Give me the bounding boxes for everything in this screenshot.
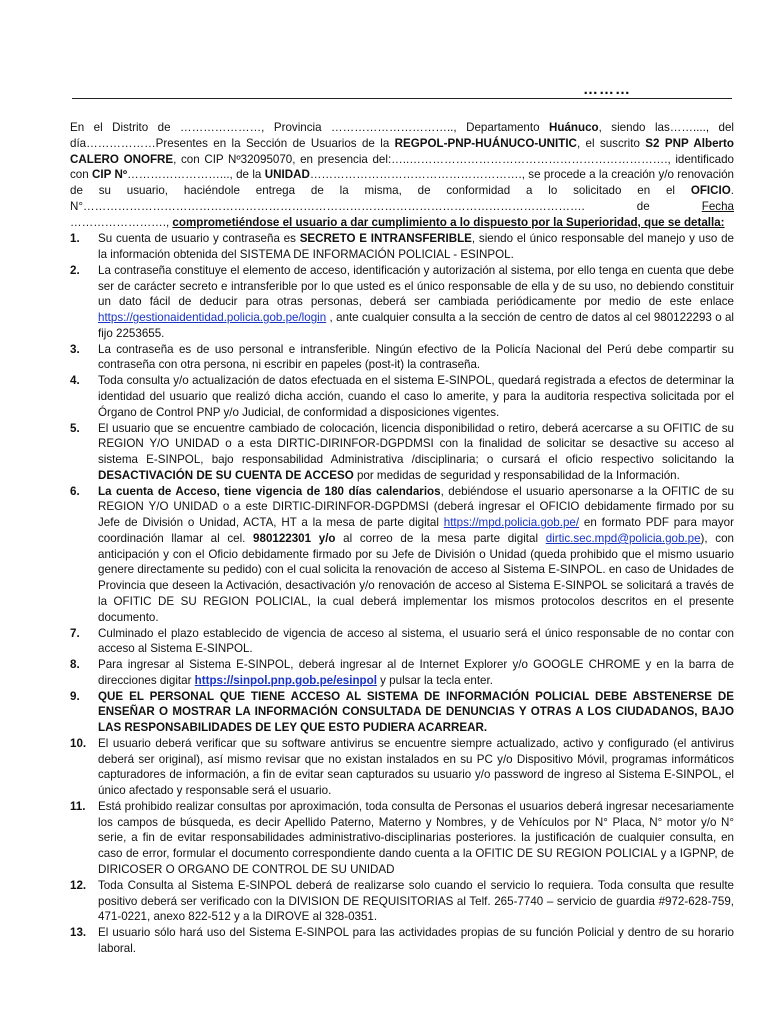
clause-text: La contraseña constituye el elemento de acceso, identificación y autorización al sistema, por ello tenga en cuenta que debe ser de carácter secreto e intransferible por lo que usted es el único responsable de ella y de su uso, no debiendo constituir un dato fácil de deducir para otras personas, deberá ser cambiada periódicamente por medio de este enlace bbox=[98, 263, 734, 309]
intro-text: ……………………..., de la bbox=[127, 168, 265, 182]
clause-emphasis: 980122301 y/o bbox=[253, 531, 336, 545]
clause-text: al correo de la mesa parte digital bbox=[335, 531, 546, 545]
clause-7 bbox=[70, 626, 734, 658]
clause-9 bbox=[70, 689, 734, 736]
oficio-label: OFICIO bbox=[690, 184, 731, 198]
clause-number: 13. bbox=[70, 926, 87, 940]
clause-text: Está prohibido realizar consultas por aproximación, toda consulta de Personas el usuarios deberá ingresar necesariamente los campos de búsqueda, es decir Apellido Paterno, Materno y Nombres, y de Vehículos por N° Placa, N° motor y/o N° serie, a fin de evitar responsabilidades administrativo-disciplinarias posteriores. la justificación de cualquier consulta, en caso de error, formular el documento correspondiente dando cuenta a la OFITIC DE SU REGION POLICIAL y a IGPNP, de DIRICOSER O ORGANO DE CONTROL DE SU UNIDAD bbox=[98, 799, 734, 876]
clause-number: 7. bbox=[70, 626, 80, 640]
clause-1 bbox=[70, 231, 734, 263]
clause-6 bbox=[70, 484, 734, 626]
clause-emphasis: SECRETO E INTRANSFERIBLE bbox=[299, 232, 472, 246]
intro-text: En el Distrito de …………………, Provincia ………………………….., Departamento bbox=[70, 121, 550, 134]
mesa-partes-link[interactable]: https://mpd.policia.gob.pe/ bbox=[443, 516, 580, 530]
clause-3 bbox=[70, 342, 734, 374]
email-link[interactable]: dirtic.sec.mpd@policia.gob.pe bbox=[545, 531, 701, 545]
department-name: Huánuco bbox=[549, 121, 599, 134]
intro-text: , el suscrito bbox=[576, 136, 646, 150]
clause-text: por medidas de seguridad y responsabilidad de la Información. bbox=[353, 468, 680, 482]
clause-number: 1. bbox=[70, 232, 80, 246]
clause-text: El usuario que se encuentre cambiado de colocación, licencia disponibilidad o retiro, deberá acercarse a su OFITIC de su REGION Y/O UNIDAD o a esta DIRTIC-DIRINFOR-DGPDMSI con la finalidad de solicitar se desactive su acceso al sistema E-SINPOL, bajo responsabilidad Administrativa /disciplinaria; o cursará el oficio respectivo solicitando la bbox=[98, 421, 734, 467]
fecha-label: Fecha bbox=[701, 199, 734, 213]
clause-8 bbox=[70, 657, 734, 689]
clause-number: 8. bbox=[70, 658, 80, 672]
clause-emphasis: QUE EL PERSONAL QUE TIENE ACCESO AL SISTEMA DE INFORMACIÓN POLICIAL DEBE ABSTENERSE DE ENSEÑAR O MOSTRAR LA INFORMACIÓN CONSULTADA DE DENUNCIAS Y OTRAS A LOS CIUDADANOS, BAJO LAS RESPONSABILIDADES DE LEY QUE ESTO PUDIERA ACARREAR. bbox=[98, 689, 734, 735]
document-body bbox=[70, 120, 734, 957]
clause-2 bbox=[70, 263, 734, 342]
clause-number: 10. bbox=[70, 736, 87, 750]
clause-text: Toda consulta y/o actualización de datos efectuada en el sistema E-SINPOL, quedará registrada a efectos de determinar la identidad del usuario que realizó dicha acción, cuando el caso lo amerite, y para la auditoria respectiva solicitada por el Órgano de Control PNP y/o Judicial, de conformidad a disposiciones vigentes. bbox=[98, 374, 734, 419]
clause-text: , debiéndose el usuario apersonarse a la OFITIC de su REGION Y/O UNIDAD o a este DIRTIC-DIRINFOR-DGPDMSI (deberá ingresar el OFICIO debidamente firmado por su Jefe de División o Unidad, ACTA, HT a la mesa de parte digital bbox=[98, 484, 734, 530]
password-change-link[interactable]: https://gestionaidentidad.policia.gob.pe/login bbox=[98, 311, 327, 325]
commitment-statement: comprometiéndose el usuario a dar cumplimiento a lo dispuesto por la Superioridad, que se detalla: bbox=[172, 215, 725, 229]
clause-text: en formato PDF para mayor coordinación llamar al cel. bbox=[98, 516, 734, 545]
clause-emphasis: La cuenta de Acceso, tiene vigencia de 180 días calendarios bbox=[98, 484, 441, 498]
clause-text: , ante cualquier consulta a la sección de centro de datos al cel 980122293 o al fijo 2253655. bbox=[98, 311, 734, 340]
intro-text: . N°…………………………………………………………………………………………………………………. de bbox=[70, 184, 734, 213]
clause-number: 5. bbox=[70, 421, 80, 435]
clause-13 bbox=[70, 925, 734, 957]
clause-text: Toda Consulta al Sistema E-SINPOL deberá de realizarse solo cuando el servicio lo requiera. Toda consulta que resulte positivo deberá ser verificado con la DIVISION DE REQUISITORIAS al Telf. 265-7740 – servicio de guardia #972-628-759, 471-0221, anexo 822-512 y a la DIROVE al 328-0351. bbox=[98, 878, 734, 924]
clause-11 bbox=[70, 799, 734, 878]
intro-text: , siendo las……...., del día………………Presentes en la Sección de Usuarios de la bbox=[70, 121, 734, 150]
clause-4 bbox=[70, 373, 734, 420]
clause-text: , siendo el único responsable del manejo y uso de la información obtenida del SISTEMA DE INFORMACIÓN POLICIAL - ESINPOL. bbox=[98, 232, 734, 262]
esinpol-link[interactable]: https://sinpol.pnp.gob.pe/esinpol bbox=[194, 673, 377, 687]
clause-number: 11. bbox=[70, 799, 86, 813]
clause-number: 3. bbox=[70, 342, 80, 356]
intro-text: ………………………………………………., se procede a la creación y/o renovación de su usuario, haciéndole entrega de la misma, de conformidad a lo solicitado en el bbox=[70, 168, 735, 198]
clause-10 bbox=[70, 736, 734, 799]
intro-text: , con CIP Nº32095070, en presencia del:…..…………………………………………………………., identificado con bbox=[70, 152, 734, 182]
clause-number: 12. bbox=[70, 878, 87, 892]
clause-text: El usuario sólo hará uso del Sistema E-SINPOL para las actividades propias de su función Policial y dentro de su horario laboral. bbox=[98, 926, 734, 955]
clause-text: Su cuenta de usuario y contraseña es bbox=[98, 232, 300, 246]
clause-text: Culminado el plazo establecido de vigencia de acceso al sistema, el usuario será el único responsable de no contar con acceso al Sistema E-SINPOL. bbox=[98, 626, 734, 656]
unit-name: REGPOL-PNP-HUÁNUCO-UNITIC bbox=[394, 136, 577, 150]
unidad-label: UNIDAD bbox=[264, 168, 310, 182]
clause-text: El usuario deberá verificar que su software antivirus se encuentre siempre actualizado, activo y configurado (el antivirus deberá ser original), así mismo revisar que no existan instalados en su PC y/o Dispositivo Móvil, programas informáticos capturadores de información, a fin de evitar sean capturados su usuario y/o password de ingreso al Sistema E-SINPOL, el único afectado y responsable será el usuario. bbox=[98, 736, 734, 798]
cip-label: CIP Nº bbox=[92, 168, 128, 182]
clause-12 bbox=[70, 878, 734, 925]
intro-paragraph bbox=[70, 120, 734, 230]
clause-list bbox=[70, 231, 734, 956]
clause-number: 4. bbox=[70, 374, 80, 388]
clause-text: ), con anticipación y con el Oficio debidamente firmado por su Jefe de División o Unidad (queda prohibido que el mismo usuario genere directamente su pedido) con el cual solicita la renovación de acceso al Sistema E-SINPOL. en caso de Unidades de Provincia que deseen la Activación, desactivación y/o renovación de acceso al Sistema E-SINPOL se solicitará a través de la OFITIC DE SU REGION POLICIAL, la cual deberá implementar los mismos protocolos descritos en el presente documento. bbox=[98, 531, 734, 624]
clause-text: La contraseña es de uso personal e intransferible. Ningún efectivo de la Policía Nacional del Perú debe compartir su contraseña con otra persona, ni escribir en papeles (post-it) la contraseña. bbox=[98, 342, 734, 372]
clause-text: Para ingresar al Sistema E-SINPOL, deberá ingresar al de Internet Explorer y/o GOOGLE CHROME y en la barra de direcciones digitar bbox=[98, 658, 734, 687]
header-rule bbox=[72, 98, 732, 99]
officer-name: S2 PNP Alberto CALERO ONOFRE bbox=[70, 136, 734, 166]
intro-text: ……………………., bbox=[70, 215, 173, 229]
clause-number: 6. bbox=[70, 484, 80, 498]
clause-emphasis: DESACTIVACIÓN DE SU CUENTA DE ACCESO bbox=[98, 468, 354, 482]
header-dots: ……… bbox=[583, 81, 631, 98]
clause-5 bbox=[70, 421, 734, 484]
clause-text: y pulsar la tecla enter. bbox=[376, 673, 493, 687]
clause-number: 2. bbox=[70, 263, 80, 277]
clause-number: 9. bbox=[70, 689, 80, 703]
